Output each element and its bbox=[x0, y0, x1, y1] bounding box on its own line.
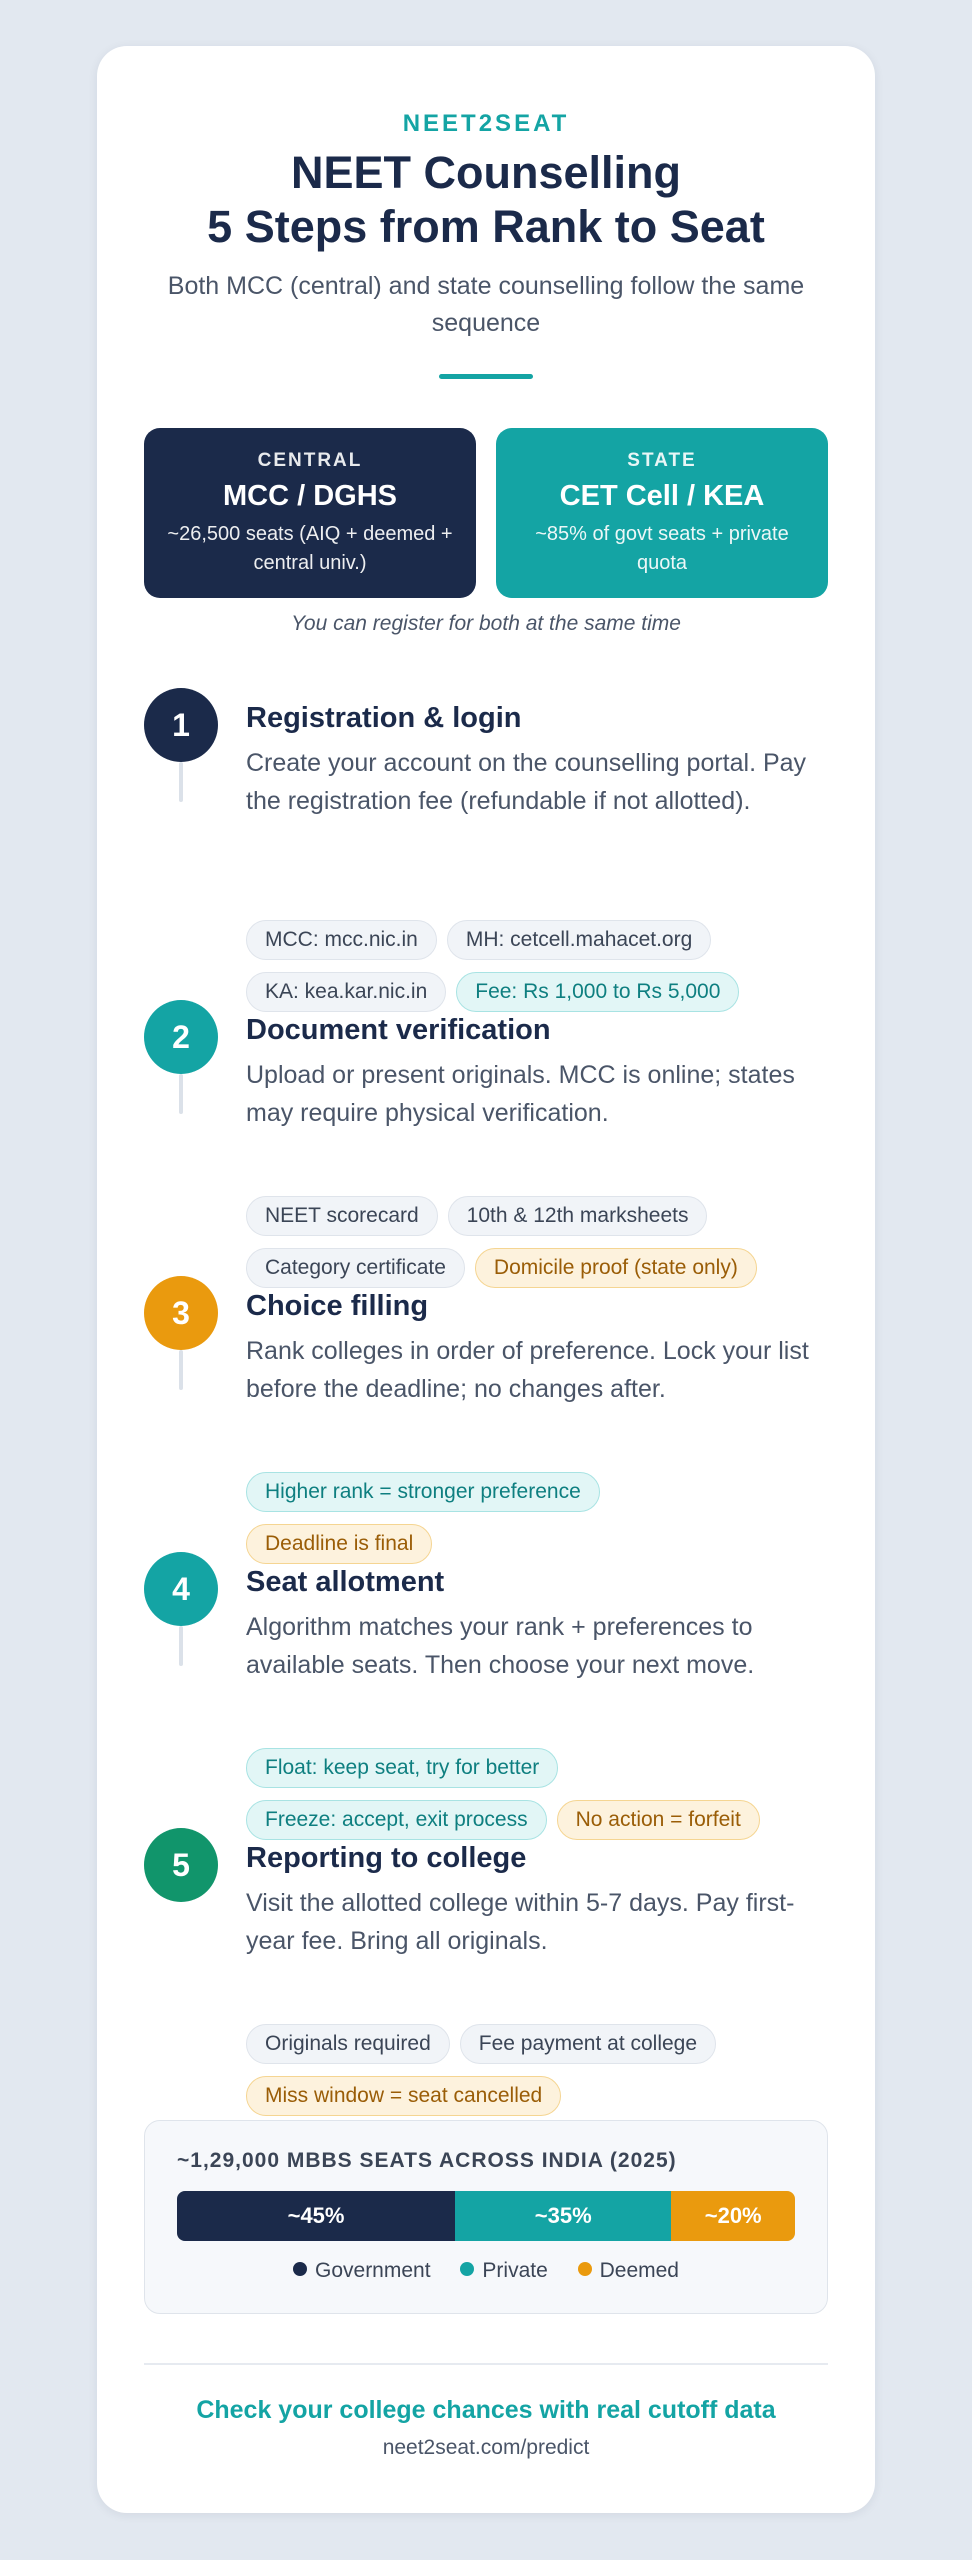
tag-row bbox=[246, 972, 749, 1012]
step-number-badge: 2 bbox=[144, 1000, 218, 1074]
state-kicker: STATE bbox=[627, 450, 697, 471]
title-line-2: 5 Steps from Rank to Seat bbox=[207, 201, 765, 252]
private-share-segment: ~35% bbox=[455, 2191, 671, 2241]
legend-label: Private bbox=[482, 2259, 548, 2282]
central-desc: ~26,500 seats (AIQ + deemed + central univ.) bbox=[167, 523, 453, 574]
central-box bbox=[144, 428, 476, 598]
legend-item-private bbox=[460, 2259, 547, 2283]
tag-row bbox=[246, 1472, 610, 1512]
seat-distribution-panel bbox=[144, 2120, 828, 2314]
tag-rank-preference: Higher rank = stronger preference bbox=[246, 1472, 600, 1512]
step-title: Choice filling bbox=[246, 1290, 429, 1322]
legend-label: Deemed bbox=[599, 2259, 679, 2282]
step-connector bbox=[179, 1626, 183, 1666]
step-connector bbox=[179, 762, 183, 802]
tag-category-certificate: Category certificate bbox=[246, 1248, 465, 1288]
url-link[interactable]: neet2seat.com/predict bbox=[382, 2436, 590, 2459]
state-box bbox=[496, 428, 828, 598]
tag-row bbox=[246, 2076, 571, 2116]
tag-row bbox=[246, 1248, 767, 1288]
counselling-bodies bbox=[144, 428, 828, 598]
state-desc: ~85% of govt seats + private quota bbox=[535, 523, 789, 574]
tag-mcc-portal: MCC: mcc.nic.in bbox=[246, 920, 437, 960]
step-description: Rank colleges in order of preference. Lock your list before the deadline; no changes after. bbox=[246, 1337, 809, 1403]
tag-row bbox=[246, 920, 721, 960]
seat-share-bar bbox=[177, 2191, 795, 2241]
step-number-badge: 3 bbox=[144, 1276, 218, 1350]
state-name: CET Cell / KEA bbox=[559, 480, 765, 512]
brand-name: NEET2SEAT bbox=[402, 110, 570, 137]
legend-item-government bbox=[293, 2259, 431, 2283]
legend-dot bbox=[578, 2262, 592, 2276]
step-number-badge: 1 bbox=[144, 688, 218, 762]
tag-mh-portal: MH: cetcell.mahacet.org bbox=[447, 920, 711, 960]
tag-freeze: Freeze: accept, exit process bbox=[246, 1800, 547, 1840]
government-share-segment: ~45% bbox=[177, 2191, 455, 2241]
tag-originals: Originals required bbox=[246, 2024, 450, 2064]
tag-row bbox=[246, 1196, 717, 1236]
tag-ka-portal: KA: kea.kar.nic.in bbox=[246, 972, 446, 1012]
footer-divider bbox=[144, 2363, 828, 2365]
step-connector bbox=[179, 1074, 183, 1114]
tag-seat-cancelled: Miss window = seat cancelled bbox=[246, 2076, 561, 2116]
step-title: Seat allotment bbox=[246, 1566, 445, 1598]
tag-row bbox=[246, 1524, 442, 1564]
tag-float: Float: keep seat, try for better bbox=[246, 1748, 558, 1788]
subtitle: Both MCC (central) and state counselling follow the same sequence bbox=[167, 272, 805, 337]
step-description: Visit the allotted college within 5-7 days. Pay first-year fee. Bring all originals. bbox=[246, 1889, 795, 1955]
page-title bbox=[97, 146, 875, 254]
step-number-badge: 4 bbox=[144, 1552, 218, 1626]
accent-divider bbox=[439, 374, 533, 379]
tag-row bbox=[246, 2024, 726, 2064]
tag-row bbox=[246, 1748, 568, 1788]
legend bbox=[145, 2259, 827, 2283]
step-description: Algorithm matches your rank + preferences to available seats. Then choose your next move. bbox=[246, 1613, 755, 1679]
step-connector bbox=[179, 1350, 183, 1390]
tag-fee-payment: Fee payment at college bbox=[460, 2024, 716, 2064]
tag-forfeit: No action = forfeit bbox=[557, 1800, 760, 1840]
deemed-share-segment: ~20% bbox=[671, 2191, 795, 2241]
cta-link[interactable]: Check your college chances with real cutoff data bbox=[196, 2396, 776, 2424]
tag-scorecard: NEET scorecard bbox=[246, 1196, 438, 1236]
register-note: You can register for both at the same time bbox=[291, 612, 681, 635]
tag-fee: Fee: Rs 1,000 to Rs 5,000 bbox=[456, 972, 739, 1012]
step-title: Registration & login bbox=[246, 702, 522, 734]
infographic-card bbox=[97, 46, 875, 2513]
step-description: Upload or present originals. MCC is online; states may require physical verification. bbox=[246, 1061, 795, 1127]
tag-row bbox=[246, 1800, 770, 1840]
central-kicker: CENTRAL bbox=[257, 450, 363, 471]
legend-item-deemed bbox=[578, 2259, 679, 2283]
legend-dot bbox=[460, 2262, 474, 2276]
tag-domicile-proof: Domicile proof (state only) bbox=[475, 1248, 757, 1288]
tag-marksheets: 10th & 12th marksheets bbox=[448, 1196, 708, 1236]
step-title: Reporting to college bbox=[246, 1842, 527, 1874]
legend-label: Government bbox=[315, 2259, 431, 2282]
title-line-1: NEET Counselling bbox=[290, 147, 681, 198]
step-title: Document verification bbox=[246, 1014, 551, 1046]
step-description: Create your account on the counselling portal. Pay the registration fee (refundable if not allotted). bbox=[246, 749, 807, 815]
step-number-badge: 5 bbox=[144, 1828, 218, 1902]
tag-deadline: Deadline is final bbox=[246, 1524, 432, 1564]
legend-dot bbox=[293, 2262, 307, 2276]
central-name: MCC / DGHS bbox=[223, 480, 397, 512]
seat-distribution-title: ~1,29,000 MBBS SEATS ACROSS INDIA (2025) bbox=[177, 2149, 677, 2172]
